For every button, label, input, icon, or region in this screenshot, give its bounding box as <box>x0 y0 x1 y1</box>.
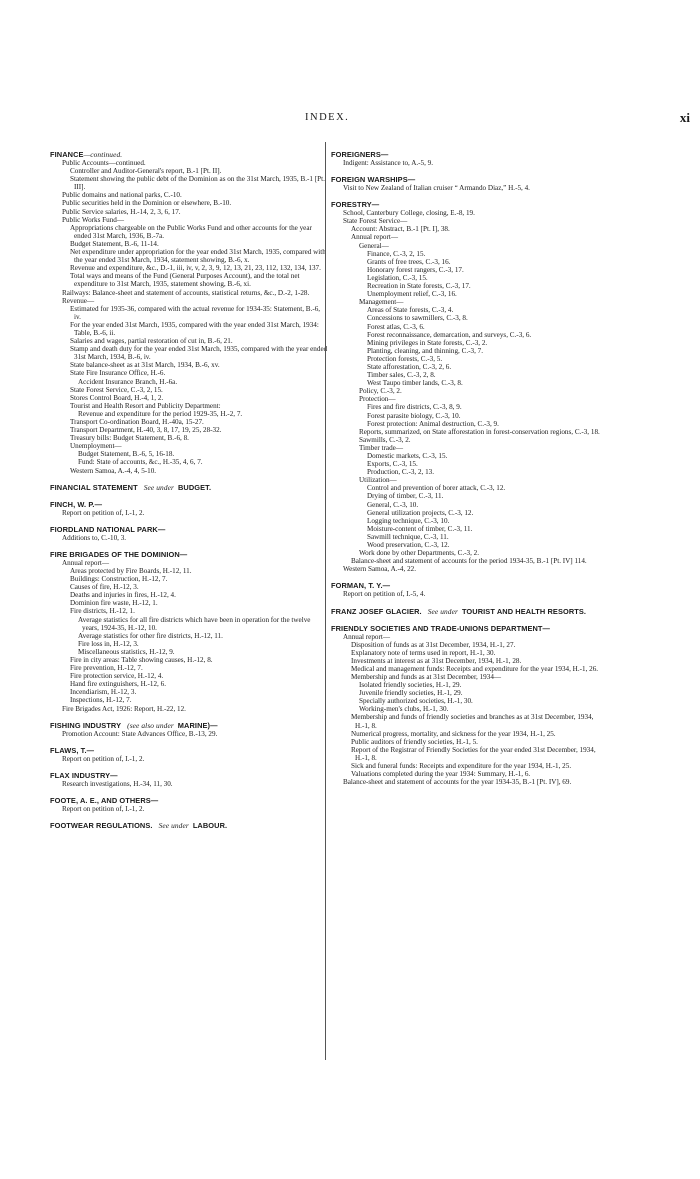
index-subentry: Revenue and expenditure, &c., D.-1, iii, iv, v, 2, 3, 9, 12, 13, 21, 23, 112, 132, 134, 137. <box>70 264 321 273</box>
index-subentry: Grants of free trees, C.-3, 16. <box>367 257 451 266</box>
index-subentry: Areas protected by Fire Boards, H.-12, 11. <box>70 566 192 575</box>
index-subentry: Disposition of funds as at 31st December, 1934, H.-1, 27. <box>351 640 516 649</box>
column-divider <box>325 142 326 1060</box>
index-subentry: Hand fire extinguishers, H.-12, 6. <box>70 680 166 689</box>
index-subentry: Additions to, C.-10, 3. <box>62 533 127 542</box>
index-entry-heading <box>50 150 328 159</box>
index-entry-heading <box>50 483 328 492</box>
index-subentry: Fire in city areas: Table showing causes, H.-12, 8. <box>70 655 213 664</box>
index-subentry: For the year ended 31st March, 1935, compared with the year ended 31st March, 1934: Table, B.-6, ii. <box>70 320 319 337</box>
index-subentry: Annual report— <box>62 558 109 567</box>
index-subentry: Transport Co-ordination Board, H.-40a, 15-27. <box>70 418 204 426</box>
index-subentry: Timber sales, C.-3, 2, 8. <box>367 371 436 380</box>
index-subentry: Honorary forest rangers, C.-3, 17. <box>367 265 464 274</box>
index-entry <box>50 150 328 475</box>
index-subentry: Balance-sheet and statement of accounts for the year 1934-35, B.-1 [Pt. IV], 69. <box>343 778 572 787</box>
index-subentry: Fire prevention, H.-12, 7. <box>70 664 143 673</box>
index-subentry: Wood preservation, C.-3, 12. <box>367 541 450 550</box>
index-subentry: Policy, C.-3, 2. <box>359 387 402 396</box>
index-entry <box>331 150 609 167</box>
index-subentry: Sick and funeral funds: Receipts and expenditure for the year 1934, H.-1, 25. <box>351 762 572 770</box>
index-subentry: Logging technique, C.-3, 10. <box>367 516 450 525</box>
index-subentry: Budget Statement, B.-6, 5, 16-18. <box>78 450 175 459</box>
index-subentry: State Forest Service— <box>343 217 408 226</box>
heading-text: FOOTE, A. E., AND OTHERS— <box>50 795 159 805</box>
index-entry <box>331 200 609 573</box>
index-subentry: Public auditors of friendly societies, H.-1, 5. <box>351 737 478 746</box>
index-subentry: Reports, summarized, on State afforestation in forest-conservation regions, C.-3, 18. <box>359 427 600 436</box>
index-entry <box>50 483 328 492</box>
see-reference: See under <box>427 606 458 616</box>
index-subentry: Revenue and expenditure for the period 1929-35, H.-2, 7. <box>78 409 243 418</box>
index-entry-heading <box>50 821 328 830</box>
index-subentry: Investments at interest as at 31st December, 1934, H.-1, 28. <box>351 656 522 665</box>
index-subentry: Inspections, H.-12, 7. <box>70 696 132 705</box>
index-subentry: Dominion fire waste, H.-12, 1. <box>70 599 158 608</box>
index-subentry: Drying of timber, C.-3, 11. <box>367 492 444 501</box>
index-subentry: Average statistics for other fire districts, H.-12, 11. <box>78 631 223 640</box>
index-subentry: Valuations completed during the year 1934: Summary, H.-1, 6. <box>351 770 531 779</box>
index-subentry: Utilization— <box>359 476 397 485</box>
index-subentry: West Taupo timber lands, C.-3, 8. <box>367 379 463 388</box>
index-subentry: Budget Statement, B.-6, 11-14. <box>70 239 159 248</box>
index-column-left <box>50 150 328 838</box>
heading-text: FINANCE <box>50 150 84 159</box>
index-subentry: Public Accounts—continued. <box>62 159 146 167</box>
index-subentry: Fire districts, H.-12, 1. <box>70 607 135 616</box>
index-subentry: Report of the Registrar of Friendly Societies for the year ended 31st December, 1934, H.-1, 8. <box>351 745 596 762</box>
index-entry <box>50 796 328 813</box>
index-subentry: General utilization projects, C.-3, 12. <box>367 508 474 517</box>
index-subentry: Finance, C.-3, 2, 15. <box>367 249 426 258</box>
index-subentry: Work done by other Departments, C.-3, 2. <box>359 549 479 558</box>
index-subentry: Report on petition of, I.-1, 2. <box>62 508 145 517</box>
index-subentry: State Fire Insurance Office, H.-6. <box>70 369 166 378</box>
heading-text: FLAX INDUSTRY— <box>50 770 118 780</box>
index-subentry: Revenue— <box>62 296 95 305</box>
index-subentry: Areas of State forests, C.-3, 4. <box>367 306 454 315</box>
index-subentry: Production, C.-3, 2, 13. <box>367 468 435 477</box>
see-target: BUDGET. <box>177 482 212 492</box>
index-entry <box>50 550 328 713</box>
index-subentry: Report on petition of, I.-1, 2. <box>62 804 145 813</box>
index-subentry: Isolated friendly societies, H.-1, 29. <box>359 681 462 690</box>
index-entry-heading <box>331 200 609 209</box>
index-entry-heading <box>50 796 328 805</box>
index-entry-heading <box>50 746 328 755</box>
index-entry-heading <box>331 581 609 590</box>
index-subentry: Recreation in State forests, C.-3, 17. <box>367 282 471 291</box>
index-entry-heading <box>331 624 609 633</box>
heading-text: FOREIGN WARSHIPS— <box>331 175 416 185</box>
index-subentry: Protection— <box>359 395 396 404</box>
index-subentry: Planting, cleaning, and thinning, C.-3, 7. <box>367 346 484 355</box>
index-entry <box>331 607 609 616</box>
index-entry <box>50 771 328 788</box>
see-reference: See under <box>158 821 189 830</box>
index-entry <box>50 821 328 830</box>
index-subentry: Tourist and Health Resort and Publicity Department: <box>70 401 221 410</box>
index-subentry: Report on petition of, I.-5, 4. <box>343 590 426 599</box>
heading-text: FIORDLAND NATIONAL PARK— <box>50 524 166 534</box>
index-entry-heading <box>50 500 328 509</box>
page-number: xi <box>679 110 690 125</box>
index-subentry: School, Canterbury College, closing, E.-8, 19. <box>343 209 475 218</box>
index-column-right <box>331 150 609 794</box>
index-subentry: Stores Control Board, H.-4, 1, 2. <box>70 393 164 402</box>
index-subentry: General— <box>359 241 389 250</box>
index-entry <box>50 746 328 763</box>
index-subentry: State Forest Service, C.-3, 2, 15. <box>70 385 163 394</box>
heading-continued: —continued. <box>83 150 123 159</box>
heading-text: FORESTRY— <box>331 200 380 210</box>
index-subentry: Mining privileges in State forests, C.-3, 2. <box>367 338 488 347</box>
index-subentry: Controller and Auditor-General's report, B.-1 [Pt. II]. <box>70 167 222 176</box>
index-subentry: Deaths and injuries in fires, H.-12, 4. <box>70 591 176 600</box>
index-subentry: Public domains and national parks, C.-10. <box>62 191 182 200</box>
index-subentry: Working-men's clubs, H.-1, 30. <box>359 705 449 714</box>
heading-text: FOREIGNERS— <box>331 150 389 159</box>
index-subentry: Unemployment relief, C.-3, 16. <box>367 290 457 299</box>
see-reference: See under <box>143 482 174 492</box>
index-subentry: Fire Brigades Act, 1926: Report, H.-22, 12. <box>62 704 186 713</box>
index-subentry: Public Service salaries, H.-14, 2, 3, 6, 17. <box>62 207 181 216</box>
index-subentry: Fire loss in, H.-12, 3. <box>78 639 139 648</box>
index-subentry: Total ways and means of the Fund (General Purposes Account), and the total net expenditure to 31st March, 1935, statement showing, B.-6, xi. <box>70 272 300 289</box>
index-entry-heading <box>50 771 328 780</box>
index-subentry: Annual report— <box>351 233 398 242</box>
index-subentry: Fire protection service, H.-12, 4. <box>70 672 164 681</box>
index-subentry: Unemployment— <box>70 442 122 451</box>
page-title: INDEX. <box>305 112 350 123</box>
index-subentry: Average statistics for all fire districts which have been in operation for the twelve years, 1924-35, H.-12, 10. <box>78 615 311 632</box>
index-entry <box>331 624 609 787</box>
index-subentry: Causes of fire, H.-12, 3. <box>70 583 139 592</box>
index-subentry: General, C.-3, 10. <box>367 500 419 509</box>
index-entry <box>331 581 609 598</box>
index-subentry: Numerical progress, mortality, and sickness for the year 1934, H.-1, 25. <box>351 729 556 738</box>
heading-text: FISHING INDUSTRY <box>50 720 122 730</box>
index-entry <box>50 525 328 542</box>
running-head <box>0 112 700 126</box>
heading-text: FINCH, W. P.— <box>50 499 103 509</box>
index-subentry: Fund: State of accounts, &c., H.-35, 4, 6, 7. <box>78 458 203 467</box>
index-entry <box>50 721 328 738</box>
index-subentry: Domestic markets, C.-3, 15. <box>367 452 448 460</box>
index-subentry: Estimated for 1935-36, compared with the actual revenue for 1934-35: Statement, B.-6, iv. <box>70 304 321 321</box>
index-subentry: Report on petition of, I.-1, 2. <box>62 754 145 763</box>
index-subentry: Moisture-content of timber, C.-3, 11. <box>367 524 473 533</box>
index-subentry: Juvenile friendly societies, H.-1, 29. <box>359 689 463 698</box>
index-entry-heading <box>50 721 328 730</box>
index-subentry: Research investigations, H.-34, 11, 30. <box>62 779 173 788</box>
see-target: TOURIST AND HEALTH RESORTS. <box>461 606 587 616</box>
see-reference: (see also under <box>127 720 174 730</box>
index-subentry: Forest reconnaissance, demarcation, and surveys, C.-3, 6. <box>367 330 532 339</box>
index-subentry: Net expenditure under appropriation for the year ended 31st March, 1935, compared with the year ended 31st March, 1934, statement showing, B.-6, x. <box>70 248 326 265</box>
index-subentry: Sawmills, C.-3, 2. <box>359 435 411 444</box>
index-subentry: Concessions to sawmillers, C.-3, 8. <box>367 314 468 323</box>
index-subentry: Miscellaneous statistics, H.-12, 9. <box>78 647 175 656</box>
heading-text: FRANZ JOSEF GLACIER. <box>331 606 422 616</box>
heading-text: FLAWS, T.— <box>50 745 95 755</box>
heading-text: FINANCIAL STATEMENT <box>50 482 138 492</box>
index-subentry: Specially authorized societies, H.-1, 30. <box>359 697 473 706</box>
heading-text: FIRE BRIGADES OF THE DOMINION— <box>50 549 188 559</box>
index-entry-heading <box>331 607 609 616</box>
index-subentry: State balance-sheet as at 31st March, 1934, B.-6, xv. <box>70 361 220 370</box>
index-subentry: Sawmill technique, C.-3, 11. <box>367 532 449 541</box>
index-subentry: Account: Abstract, B.-1 [Pt. I], 38. <box>351 225 450 234</box>
heading-text: FORMAN, T. Y.— <box>331 581 391 591</box>
index-subentry: Appropriations chargeable on the Public Works Fund and other accounts for the year ended 31st March, 1936, B.-7a. <box>70 223 312 240</box>
heading-text: FOOTWEAR REGULATIONS. <box>50 821 153 830</box>
index-subentry: Annual report— <box>343 632 390 641</box>
index-entry-heading <box>50 525 328 534</box>
heading-text: FRIENDLY SOCIETIES AND TRADE-UNIONS DEPARTMENT— <box>331 623 551 633</box>
index-subentry: Treasury bills: Budget Statement, B.-6, 8. <box>70 434 189 443</box>
index-subentry: Balance-sheet and statement of accounts for the period 1934-35, B.-1 [Pt. IV] 114. <box>351 557 587 566</box>
index-subentry: Incendiarism, H.-12, 3. <box>70 688 137 697</box>
index-subentry: Protection forests, C.-3, 5. <box>367 354 443 363</box>
index-subentry: Membership and funds as at 31st December, 1934— <box>351 672 502 681</box>
index-subentry: Buildings: Construction, H.-12, 7. <box>70 575 168 584</box>
index-subentry: Legislation, C.-3, 15. <box>367 273 428 282</box>
index-entry-heading <box>331 150 609 159</box>
index-subentry: Public Works Fund— <box>62 215 124 224</box>
index-subentry: Membership and funds of friendly societies and branches as at 31st December, 1934, H.-1, 8. <box>351 713 594 730</box>
index-subentry: Explanatory note of terms used in report, H.-1, 30. <box>351 648 496 657</box>
index-subentry: Exports, C.-3, 15. <box>367 460 418 469</box>
index-subentry: Statement showing the public debt of the Dominion as on the 31st March, 1935, B.-1 [Pt. III]. <box>70 175 325 192</box>
index-entry <box>50 500 328 517</box>
index-subentry: Promotion Account: State Advances Office, B.-13, 29. <box>62 729 218 738</box>
index-subentry: Medical and management funds: Receipts and expenditure for the year 1934, H.-1, 26. <box>351 664 599 673</box>
index-subentry: Forest atlas, C.-3, 6. <box>367 322 425 331</box>
index-entry <box>331 175 609 192</box>
index-subentry: Forest parasite biology, C.-3, 10. <box>367 411 461 420</box>
see-target: LABOUR. <box>192 821 228 830</box>
index-subentry: Management— <box>359 298 404 307</box>
index-subentry: Transport Department, H.-40, 3, 8, 17, 19, 25, 28-32. <box>70 426 222 435</box>
index-subentry: Public securities held in the Dominion or elsewhere, B.-10. <box>62 199 232 208</box>
index-subentry: Fires and fire districts, C.-3, 8, 9. <box>367 403 462 412</box>
index-subentry: Western Samoa, A.-4, 4, 5-10. <box>70 466 157 475</box>
see-target: MARINE)— <box>177 720 218 730</box>
index-subentry: Control and prevention of borer attack, C.-3, 12. <box>367 484 506 493</box>
index-subentry: State afforestation, C.-3, 2, 6. <box>367 362 452 371</box>
index-subentry: Indigent: Assistance to, A.-5, 9. <box>343 159 434 167</box>
index-subentry: Salaries and wages, partial restoration of cut in, B.-6, 21. <box>70 337 233 346</box>
index-subentry: Forest protection: Animal destruction, C.-3, 9. <box>367 419 499 428</box>
index-subentry: Timber trade— <box>359 443 403 452</box>
index-entry-heading <box>331 175 609 184</box>
index-subentry: Western Samoa, A.-4, 22. <box>343 565 416 574</box>
index-subentry: Stamp and death duty for the year ended 31st March, 1935, compared with the year ended 31st March, 1934, B.-6, iv. <box>70 345 328 362</box>
index-subentry: Visit to New Zealand of Italian cruiser “ Armando Diaz,” H.-5, 4. <box>343 184 530 193</box>
index-entry-heading <box>50 550 328 559</box>
index-subentry: Accident Insurance Branch, H.-6a. <box>78 377 178 386</box>
index-subentry: Railways: Balance-sheet and statement of accounts, statistical returns, &c., D.-2, 1-28. <box>62 288 310 297</box>
